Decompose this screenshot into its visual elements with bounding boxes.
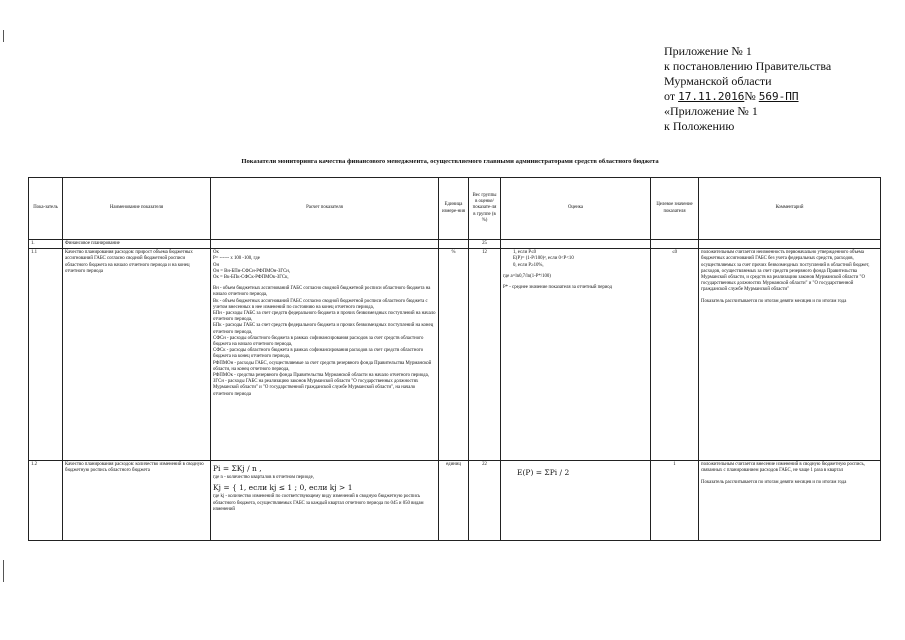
row2-calc-formula-2: Kj = { 1, если kj ≤ 1 ; 0, если kj > 1: [213, 483, 353, 493]
row1-comment-note: Показатель рассчитывается по итогам девяти месяцев и по итогам года: [701, 298, 847, 304]
row2-score-formula: E(P) = ΣPi / 2: [517, 468, 570, 478]
header-number: 569-ПП: [758, 90, 799, 103]
indicators-table: [28, 177, 881, 541]
row2-name: Качество планирования расходов: количество изменений в сводную бюджетную роспись областного бюджета: [63, 461, 211, 541]
col-target-header: Целевое значение показателя: [651, 178, 699, 240]
header-from-label: от: [664, 89, 676, 103]
section-name: Финансовое планирование: [63, 240, 211, 249]
header-number-label: №: [744, 89, 756, 103]
page-edge-bottom: [3, 560, 4, 582]
table-row: [29, 461, 881, 541]
row2-calc-formula-1: Pi = ΣKj / n ,: [213, 464, 262, 474]
header-line-2: к постановлению Правительства: [664, 59, 832, 73]
col-code-header: Пока-затель: [29, 178, 63, 240]
header-block: [664, 44, 831, 134]
row1-code: 1.1: [29, 249, 63, 461]
table-row: [29, 249, 881, 461]
row1-target: ≤0: [651, 249, 699, 461]
row2-score: [501, 461, 651, 541]
row1-calc: [211, 249, 439, 461]
table-header-row: [29, 178, 881, 240]
row1-score: [501, 249, 651, 461]
row2-comment-note: Показатель рассчитывается по итогам девяти месяцев и по итогам года: [701, 479, 847, 485]
row2-weight: 22: [469, 461, 501, 541]
row1-score-formula: 1, если P≤0 E(P)= (1-P/100)², если 0<P<10 0, если P≥10%,: [513, 250, 574, 268]
col-weight-header: Вес группы в оценке/ показате-ля в группе (в %): [469, 178, 501, 240]
row2-calc-text-2: где kj - количество изменений по соответствующему виду изменений в сводную бюджетную роспись областного бюджета, осуществляемых ГАБС за каждый квартал отчетного периода по 045 и 050 видам изменений: [213, 494, 424, 512]
section-code: 1.: [29, 240, 63, 249]
row2-calc: [211, 461, 439, 541]
row1-comment-text: положительным считается неизменность первоначально утвержденного объема бюджетных ассигнований ГАБС без учета федеральных средств, расходов, осуществляемых за счет прочих безвозмездных поступлений в областной бюджет, расходов, осуществляемых за счет средств резервного фонда Правительства Мурманской области, и средств на реализацию законов Мурманской области "О государственных должностях Мурманской области" и "О государственной гражданской службе Мурманской области": [701, 250, 870, 293]
header-date-line: [664, 89, 831, 104]
row1-comment: [699, 249, 881, 461]
section-empty-score: [501, 240, 651, 249]
document-title: Показатели мониторинга качества финансового менеджмента, осуществляемого главными администраторами средств областного бюджета: [241, 158, 659, 165]
header-line-6: к Положению: [664, 119, 735, 133]
row2-comment-text: положительным считается внесение изменений в сводную бюджетную роспись, связанных с планированием расходов ГАБС, не чаще 1 раза в квартал: [701, 462, 865, 474]
header-line-3: Мурманской области: [664, 74, 772, 88]
row1-calc-formula: Ок P= ------ x 100 -100, где Он Он = Вн-БПн-СФСн-РФПМОн-ЗГСн, Ок = Вк-БПк-СФСк-РФПМОк-ЗГСк,: [213, 250, 291, 281]
section-empty-comment: [699, 240, 881, 249]
section-empty-unit: [439, 240, 469, 249]
col-name-header: Наименование показателя: [63, 178, 211, 240]
col-calc-header: Расчет показателя: [211, 178, 439, 240]
section-empty-calc: [211, 240, 439, 249]
section-weight: 25: [469, 240, 501, 249]
row2-code: 1.2: [29, 461, 63, 541]
col-unit-header: Единица измере-ния: [439, 178, 469, 240]
row2-unit: единиц: [439, 461, 469, 541]
row2-comment: [699, 461, 881, 541]
row1-score-where: где а=ln0,7/ln(1-P*/100): [503, 273, 551, 279]
row1-weight: 12: [469, 249, 501, 461]
section-empty-target: [651, 240, 699, 249]
row2-target: 1: [651, 461, 699, 541]
section-row: [29, 240, 881, 249]
row1-score-note: P* - среднее значение показателя за отчетный период: [503, 285, 613, 291]
row1-unit: %: [439, 249, 469, 461]
header-line-1: Приложение № 1: [664, 44, 752, 58]
col-comment-header: Комментарий: [699, 178, 881, 240]
row1-calc-definitions: Вн - объем бюджетных ассигнований ГАБС согласно сводной бюджетной росписи областного бюджета на начало отчетного периода, Вк - объем бюджетных ассигнований ГАБС согласно сводной бюджетной росписи областного бюджета с учетом внесенных в нее изменений по состоянию на конец отчетного периода, БПн - расходы ГАБС за счет средств федерального бюджета и прочих безвозмездных поступлений на начало отчетного периода, БПк - расходы ГАБС за счет средств федерального бюджета и прочих безвозмездных поступлений на конец отчетного периода, СФСн - расходы областного бюджета в рамках софинансирования расходов за счет средств областного бюджета на начало отчетного периода, СФСк - расходы областного бюджета в рамках софинансирования расходов за счет средств областного бюджета на конец отчетного периода, РФПМОн - расходы ГАБС, осуществляемые за счет средств резервного фонда Правительства Мурманской области, на конец отчетного периода, РФПМОк - средства резервного фонда Правительства Мурманской области на начало отчетного периода, ЗГСн - расходы ГАБС на реализацию законов Мурманской области "О государственных должностях Мурманской области" и "О государственной гражданской службе Мурманской области", на начало отчетного периода: [213, 286, 436, 397]
page-edge-top: [3, 30, 4, 42]
col-score-header: Оценка: [501, 178, 651, 240]
row2-calc-text-1: где n - количество кварталов в отчетном периоде,: [213, 475, 314, 481]
header-date: 17.11.2016: [678, 90, 745, 103]
header-line-5: «Приложение № 1: [664, 104, 758, 118]
row1-name: Качество планирования расходов: прирост объема бюджетных ассигнований ГАБС согласно сводной бюджетной росписи областного бюджета на начало отчетного периода и на конец отчетного периода: [63, 249, 211, 461]
